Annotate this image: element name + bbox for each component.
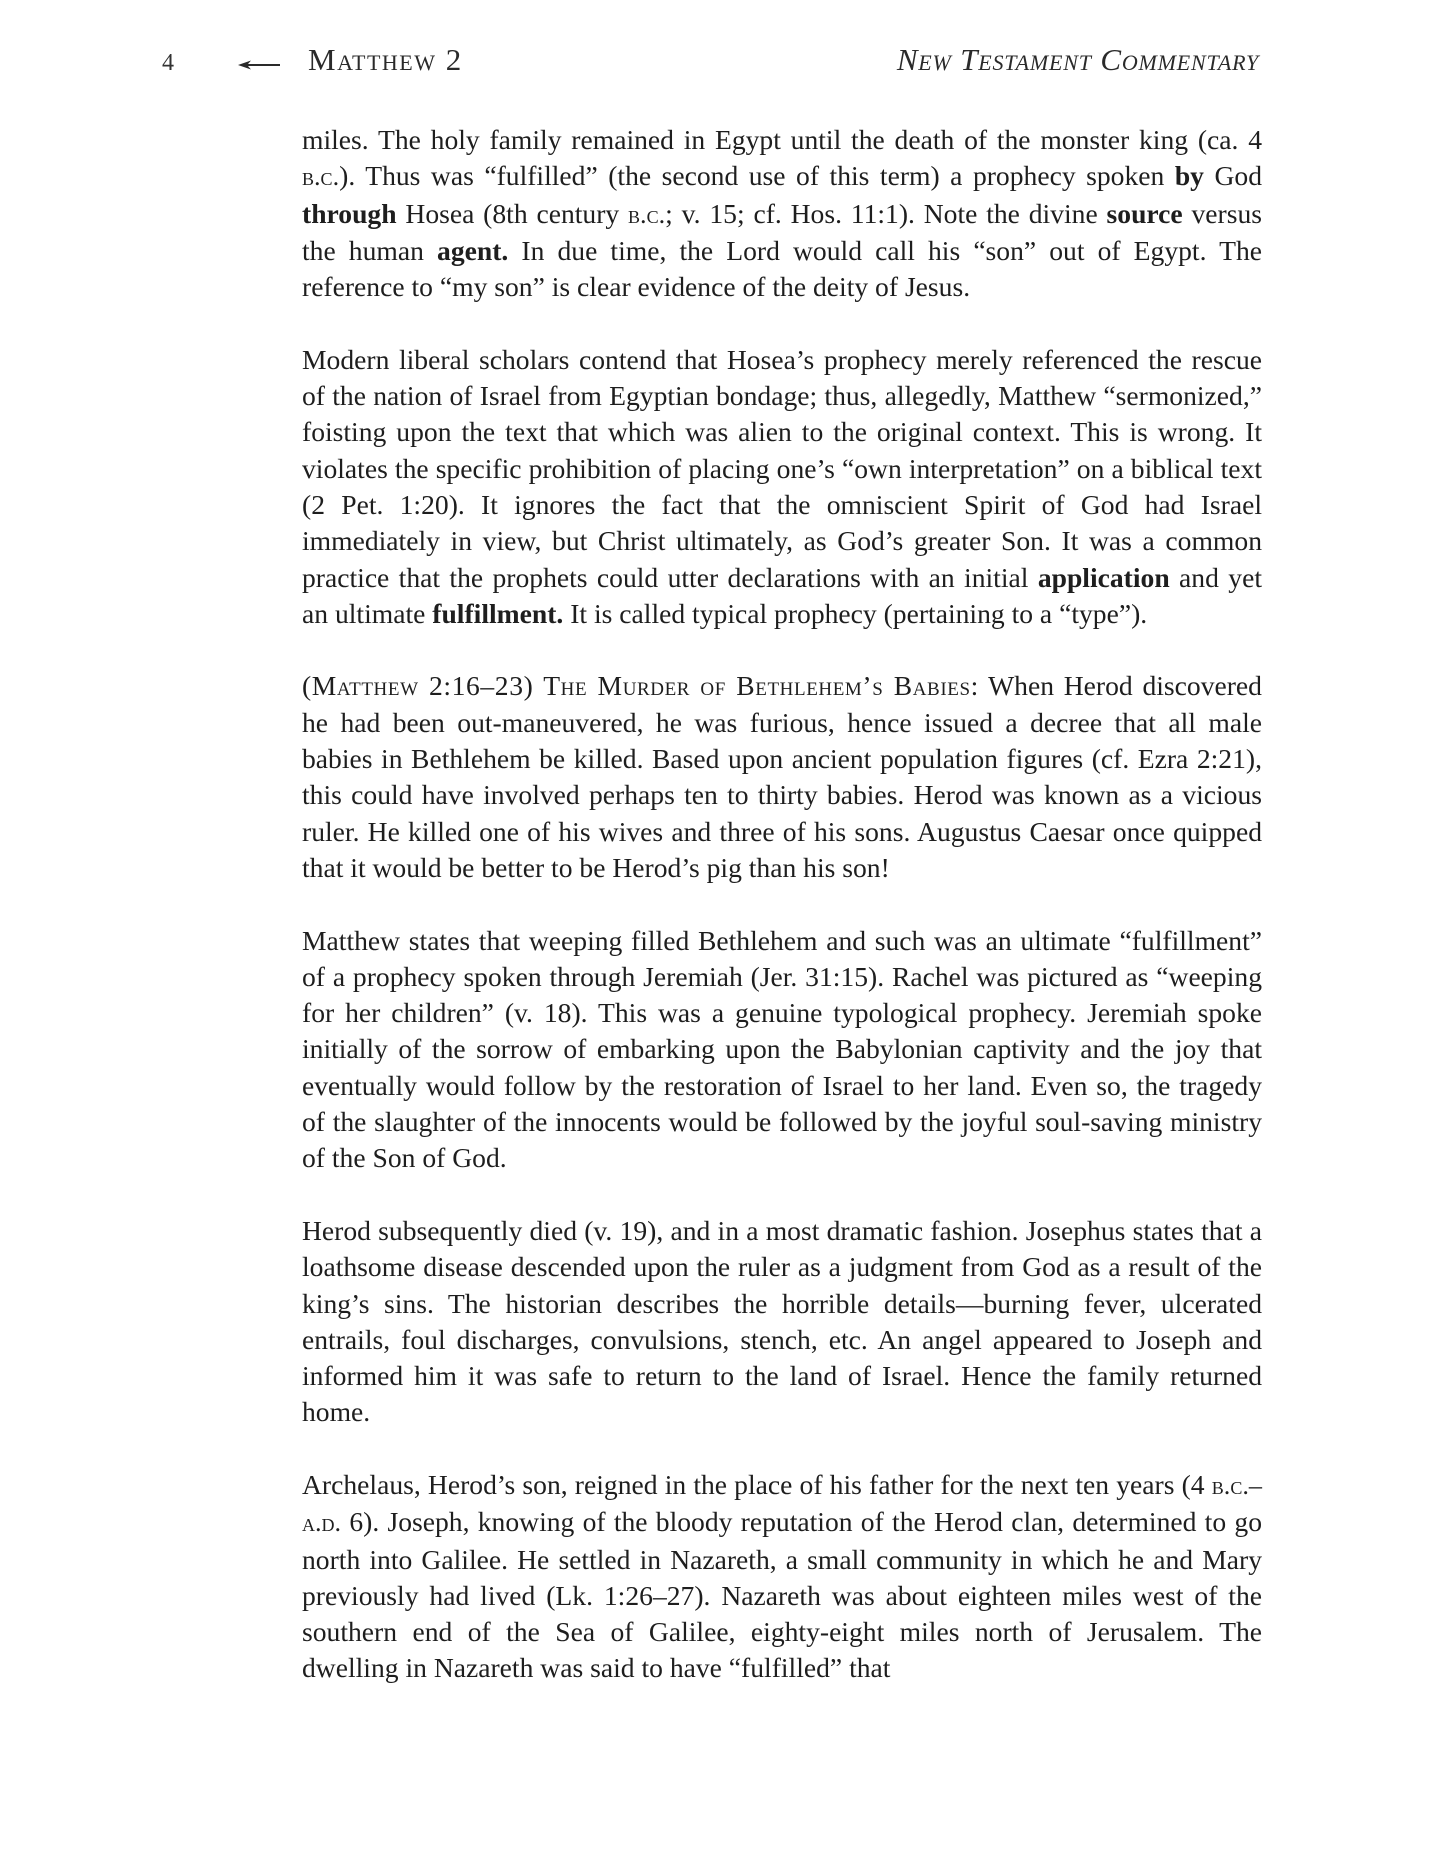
bold-term: agent. [437,234,509,266]
text-run: Archelaus, Herod’s son, reigned in the place of his father for the next ten years (4 [302,1468,1212,1500]
text-run: Herod subsequently died (v. 19), and in a most dramatic fashion. Josephus states that a loathsome disease descended upon the ruler as a judgment from God as a result of the king’s sins. The historian describes the horrible details—burning fever, ulcerated entrails, foul discharges, convulsions, stench, etc. An angel appeared to Joseph and informed him it was safe to return to the land of Israel. Hence the family returned home. [302,1214,1262,1428]
bold-term: through [302,197,397,229]
paragraph [302,1467,1262,1687]
text-run: versus the human [302,197,1263,266]
bold-term: by [1174,160,1204,192]
text-run: God [1203,160,1262,192]
paragraph [302,1213,1262,1431]
bold-term: fulfillment. [432,597,564,629]
text-run: Modern liberal scholars contend that Hosea’s prophecy merely referenced the rescue of the nation of Israel from Egyptian bondage; thus, allegedly, Matthew “sermonized,” foisting upon the text that which was alien to the original context. This is wrong. It violates the specific prohibition of placing one’s “own interpretation” on a biblical text (2 Pet. 1:20). It ignores the fact that the omniscient Spirit of God had Israel immediately in view, but Christ ultimately, as God’s greater Son. It was a common practice that the prophets could utter declarations with an initial [302,343,1262,593]
text-run: In due time, the Lord would call his “son” out of Egypt. The reference to “my son” is clear evidence of the deity of Jesus. [302,234,1262,303]
text-run: and yet an ultimate [302,561,1262,629]
page-number: 4 [162,50,174,76]
text-run: 6). Joseph, knowing of the bloody reputation of the Herod clan, determined to go north into Galilee. He settled in Nazareth, a small community in which he and Mary previously had lived (Lk. 1:26–27). Nazareth was about eighteen miles west of the southern end of the Sea of Galilee, eighty-eight miles north of Jerusalem. The dwelling in Nazareth was said to have “fulfilled” that [302,1506,1262,1684]
paragraph [302,923,1262,1177]
text-run: Matthew states that weeping filled Bethlehem and such was an ultimate “fulfillment” of a prophecy spoken through Jeremiah (Jer. 31:15). Rachel was pictured as “weeping for her children” (v. 18). This was a genuine typological prophecy. Jeremiah spoke initially of the sorrow of embarking upon the Babylonian captivity and the joy that eventually would follow by the restoration of Israel to her land. Even so, the tragedy of the slaughter of the innocents would be followed by the joyful soul-saving ministry of the Son of God. [302,924,1262,1174]
text-run: ; v. 15; cf. Hos. 11:1). Note the divine [665,197,1107,229]
text-run: Hosea (8th century [396,197,629,229]
bold-term: source [1106,197,1183,229]
text-run: miles. The holy family remained in Egypt until the death of the monster king (ca. 4 [302,124,1262,155]
text-run: It is called typical prophecy (pertaining to a “type”). [563,597,1148,629]
small-caps-abbrev: b.c. [302,162,340,192]
running-head-section: Matthew 2 [308,42,463,77]
text-run: When Herod discovered he had been out-maneuvered, he was furious, hence issued a decree that all male babies in Bethlehem be killed. Based upon ancient population figures (cf. Ezra 2:21), this could have involved perhaps ten to thirty babies. Herod was known as a vicious ruler. He killed one of his wives and three of his sons. Augustus Caesar once quipped that it would be better to be Herod’s pig than his son! [302,670,1262,883]
section-heading: (Matthew 2:16–23) The Murder of Bethlehem’s Babies: [302,670,979,702]
body-text [302,122,1262,1723]
running-head-title: New Testament Commentary [896,42,1259,77]
running-header [0,38,1445,88]
paragraph [302,342,1262,632]
left-arrow-icon [237,58,281,72]
small-caps-abbrev: b.c.–a.d. [302,1470,1262,1538]
paragraph [302,668,1262,886]
small-caps-abbrev: b.c. [628,199,666,229]
text-run: ). Thus was “fulfilled” (the second use of this term) a prophecy spoken [339,160,1175,192]
paragraph [302,122,1262,305]
bold-term: application [1037,561,1170,593]
